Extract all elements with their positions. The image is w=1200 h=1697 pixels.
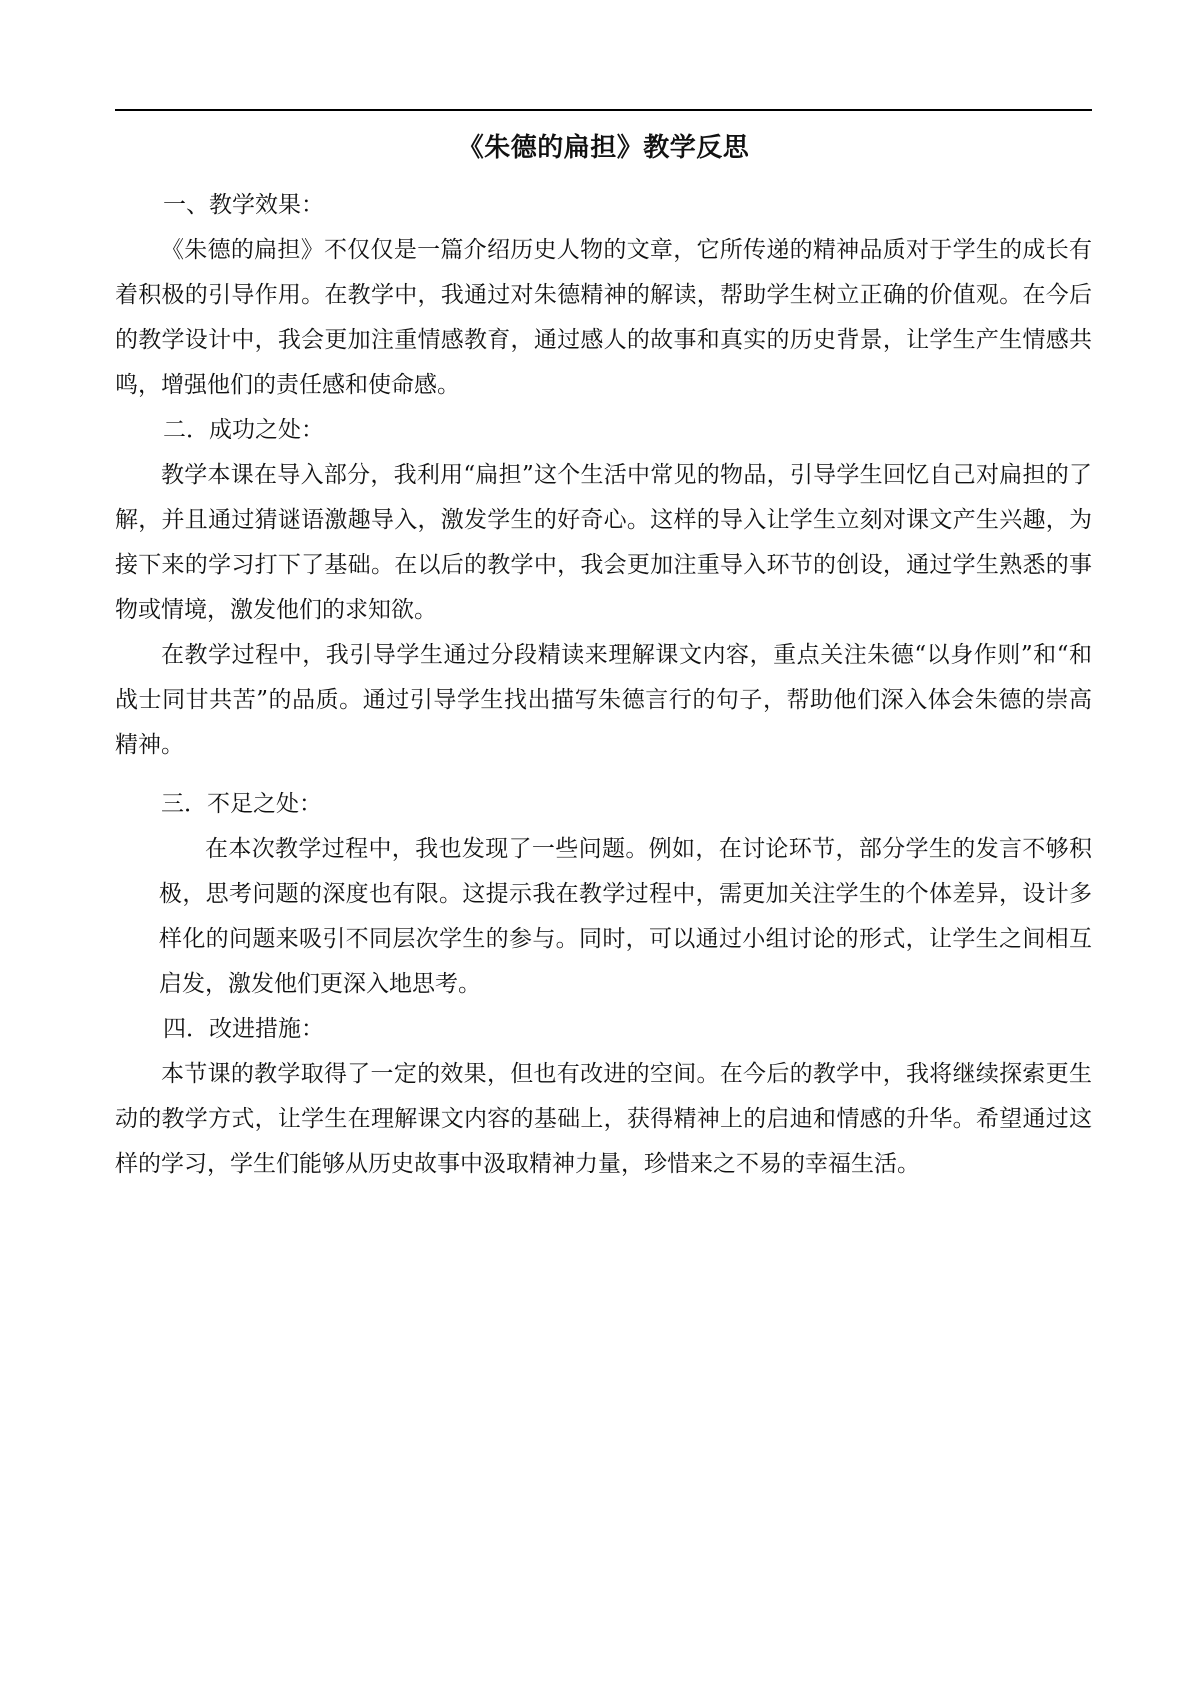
document-title: 《朱德的扁担》教学反思 [457, 133, 750, 163]
paragraph: 本节课的教学取得了一定的效果，但也有改进的空间。在今后的教学中，我将继续探索更生动的教学方式，让学生在理解课文内容的基础上，获得精神上的启迪和情感的升华。希望通过这样的学习，学生们能够从历史故事中汲取精神力量，珍惜来之不易的幸福生活。 [115, 1061, 1092, 1177]
section-teaching-effect [115, 183, 1092, 408]
section-improvements [115, 1007, 1092, 1187]
paragraph: 教学本课在导入部分，我利用“扁担”这个生活中常见的物品，引导学生回忆自己对扁担的了解，并且通过猜谜语激趣导入，激发学生的好奇心。这样的导入让学生立刻对课文产生兴趣，为接下来的学习打下了基础。在以后的教学中，我会更加注重导入环节的创设，通过学生熟悉的事物或情境，激发他们的求知欲。 [115, 462, 1092, 623]
section-heading: 四．改进措施： [163, 1016, 324, 1042]
paragraph: 《朱德的扁担》不仅仅是一篇介绍历史人物的文章，它所传递的精神品质对于学生的成长有着积极的引导作用。在教学中，我通过对朱德精神的解读，帮助学生树立正确的价值观。在今后的教学设计中，我会更加注重情感教育，通过感人的故事和真实的历史背景，让学生产生情感共鸣，增强他们的责任感和使命感。 [115, 237, 1092, 398]
paragraph: 在本次教学过程中，我也发现了一些问题。例如，在讨论环节，部分学生的发言不够积极，思考问题的深度也有限。这提示我在教学过程中，需更加关注学生的个体差异，设计多样化的问题来吸引不同层次学生的参与。同时，可以通过小组讨论的形式，让学生之间相互启发，激发他们更深入地思考。 [159, 836, 1092, 997]
document-body [115, 183, 1092, 1187]
section-successes [115, 408, 1092, 768]
section-heading: 三．不足之处： [161, 791, 322, 817]
header-rule [115, 109, 1092, 111]
paragraph: 在教学过程中，我引导学生通过分段精读来理解课文内容，重点关注朱德“以身作则”和“和战士同甘共苦”的品质。通过引导学生找出描写朱德言行的句子，帮助他们深入体会朱德的崇高精神。 [115, 642, 1092, 758]
section-heading: 二．成功之处： [163, 417, 324, 443]
section-spacer [115, 768, 1092, 782]
section-heading: 一、教学效果： [163, 192, 324, 218]
section-shortcomings [115, 782, 1092, 1007]
